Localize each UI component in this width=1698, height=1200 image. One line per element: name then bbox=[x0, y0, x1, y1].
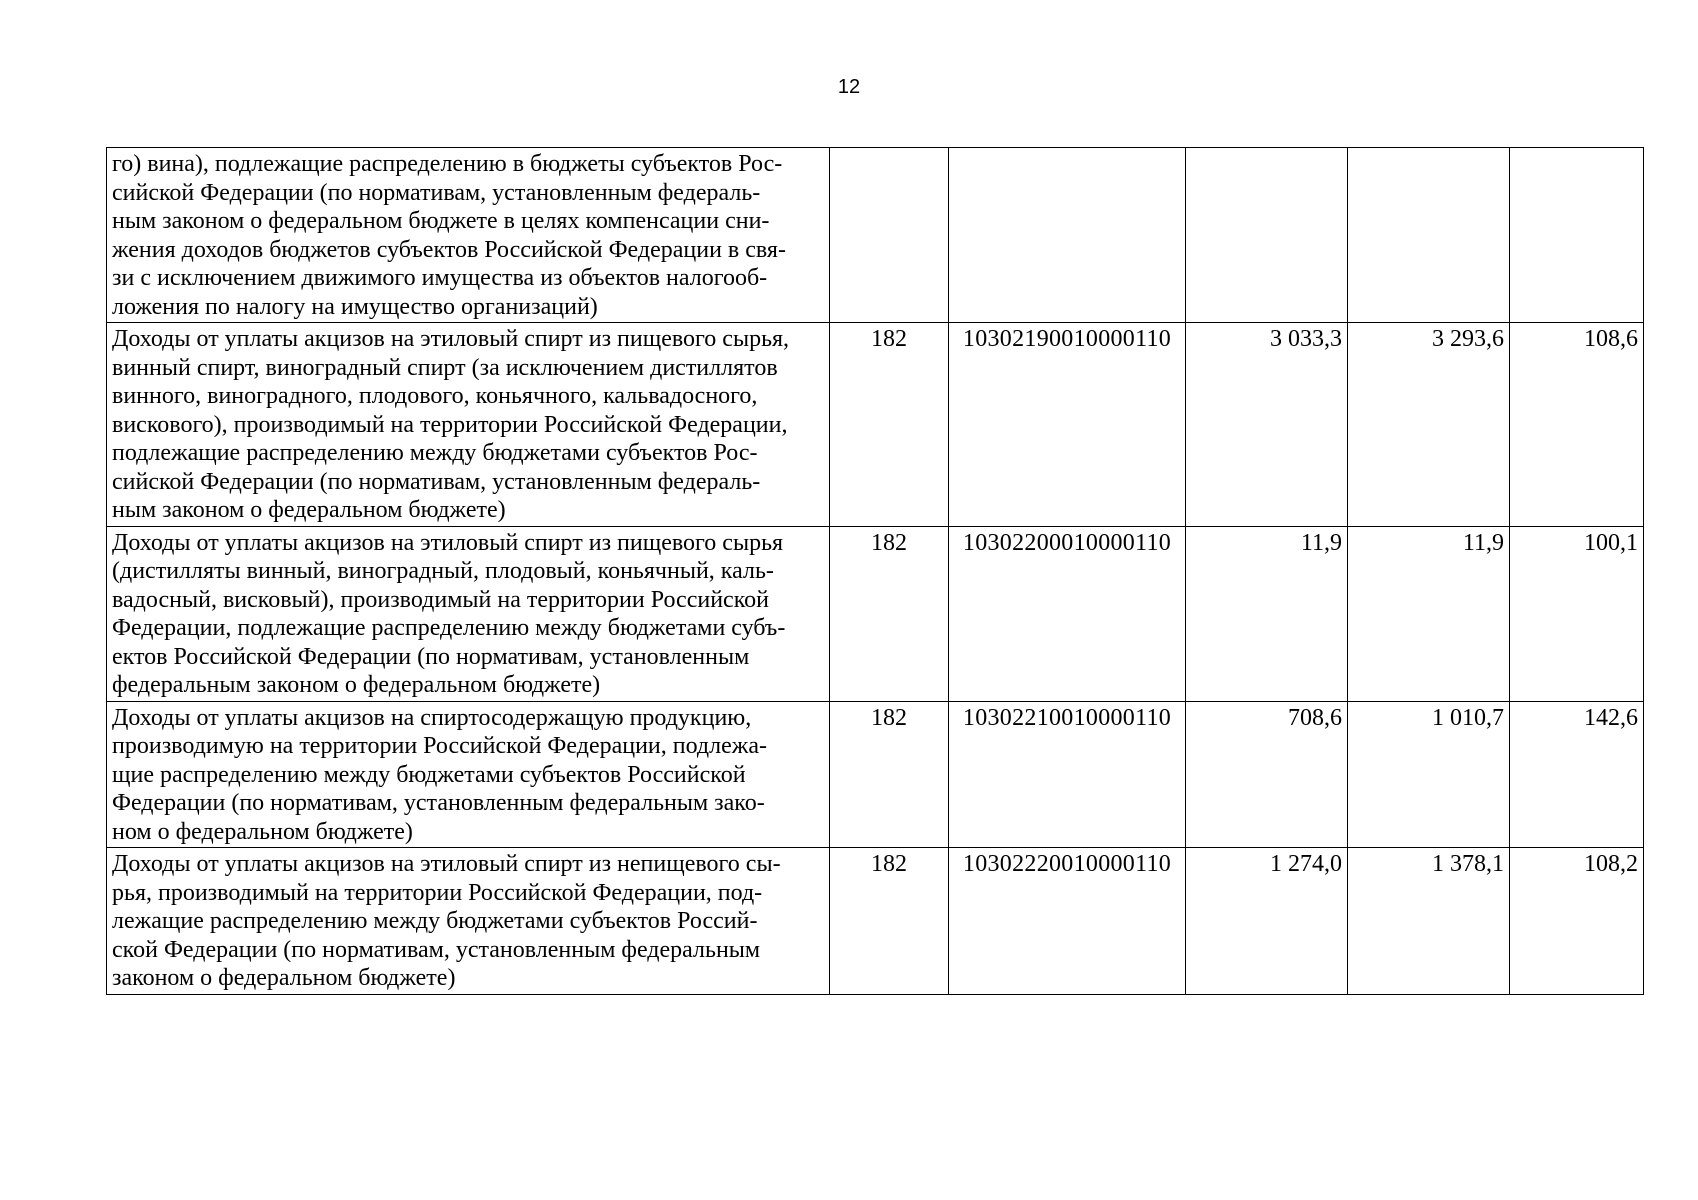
execution-percent: 108,6 bbox=[1510, 323, 1644, 527]
amount-value-1: 11,9 bbox=[1186, 526, 1348, 701]
amount-value-1: 3 033,3 bbox=[1186, 323, 1348, 527]
administrator-code: 182 bbox=[830, 526, 949, 701]
amount-value-2: 1 378,1 bbox=[1348, 848, 1510, 995]
amount-value-1 bbox=[1186, 148, 1348, 323]
execution-percent: 108,2 bbox=[1510, 848, 1644, 995]
amount-value-2: 11,9 bbox=[1348, 526, 1510, 701]
amount-value-1: 1 274,0 bbox=[1186, 848, 1348, 995]
administrator-code: 182 bbox=[830, 701, 949, 848]
administrator-code: 182 bbox=[830, 323, 949, 527]
table-row bbox=[107, 323, 1644, 527]
revenue-description: Доходы от уплаты акцизов на этиловый спирт из непищевого сы- рья, производимый на территории Российской Федерации, под- лежащие распределению между бюджетами субъектов Россий- ской Федерации (по нормативам, установленным федеральным законом о федеральном бюджете) bbox=[107, 848, 830, 995]
budget-classification-code bbox=[949, 148, 1186, 323]
revenue-description: Доходы от уплаты акцизов на этиловый спирт из пищевого сырья (дистилляты винный, виноградный, плодовый, коньячный, каль- вадосный, висковый), производимый на территории Российской Федерации, подлежащие распределению между бюджетами субъ- ектов Российской Федерации (по нормативам, установленным федеральным законом о федеральном бюджете) bbox=[107, 526, 830, 701]
administrator-code: 182 bbox=[830, 848, 949, 995]
amount-value-1: 708,6 bbox=[1186, 701, 1348, 848]
budget-classification-code: 10302210010000110 bbox=[949, 701, 1186, 848]
revenue-table bbox=[106, 147, 1644, 995]
execution-percent bbox=[1510, 148, 1644, 323]
budget-classification-code: 10302220010000110 bbox=[949, 848, 1186, 995]
table-row bbox=[107, 526, 1644, 701]
amount-value-2: 3 293,6 bbox=[1348, 323, 1510, 527]
budget-classification-code: 10302200010000110 bbox=[949, 526, 1186, 701]
budget-classification-code: 10302190010000110 bbox=[949, 323, 1186, 527]
revenue-description: го) вина), подлежащие распределению в бюджеты субъектов Рос- сийской Федерации (по нормативам, установленным федераль- ным законом о федеральном бюджете в целях компенсации сни- жения доходов бюджетов субъектов Российской Федерации в свя- зи с исключением движимого имущества из объектов налогооб- ложения по налогу на имущество организаций) bbox=[107, 148, 830, 323]
page-number: 12 bbox=[837, 76, 861, 98]
revenue-description: Доходы от уплаты акцизов на этиловый спирт из пищевого сырья, винный спирт, виноградный спирт (за исключением дистиллятов винного, виноградного, плодового, коньячного, кальвадосного, вискового), производимый на территории Российской Федерации, подлежащие распределению между бюджетами субъектов Рос- сийской Федерации (по нормативам, установленным федераль- ным законом о федеральном бюджете) bbox=[107, 323, 830, 527]
execution-percent: 142,6 bbox=[1510, 701, 1644, 848]
table-row bbox=[107, 701, 1644, 848]
amount-value-2: 1 010,7 bbox=[1348, 701, 1510, 848]
execution-percent: 100,1 bbox=[1510, 526, 1644, 701]
table-row bbox=[107, 848, 1644, 995]
administrator-code bbox=[830, 148, 949, 323]
revenue-description: Доходы от уплаты акцизов на спиртосодержащую продукцию, производимую на территории Российской Федерации, подлежа- щие распределению между бюджетами субъектов Российской Федерации (по нормативам, установленным федеральным зако- ном о федеральном бюджете) bbox=[107, 701, 830, 848]
table-row bbox=[107, 148, 1644, 323]
amount-value-2 bbox=[1348, 148, 1510, 323]
